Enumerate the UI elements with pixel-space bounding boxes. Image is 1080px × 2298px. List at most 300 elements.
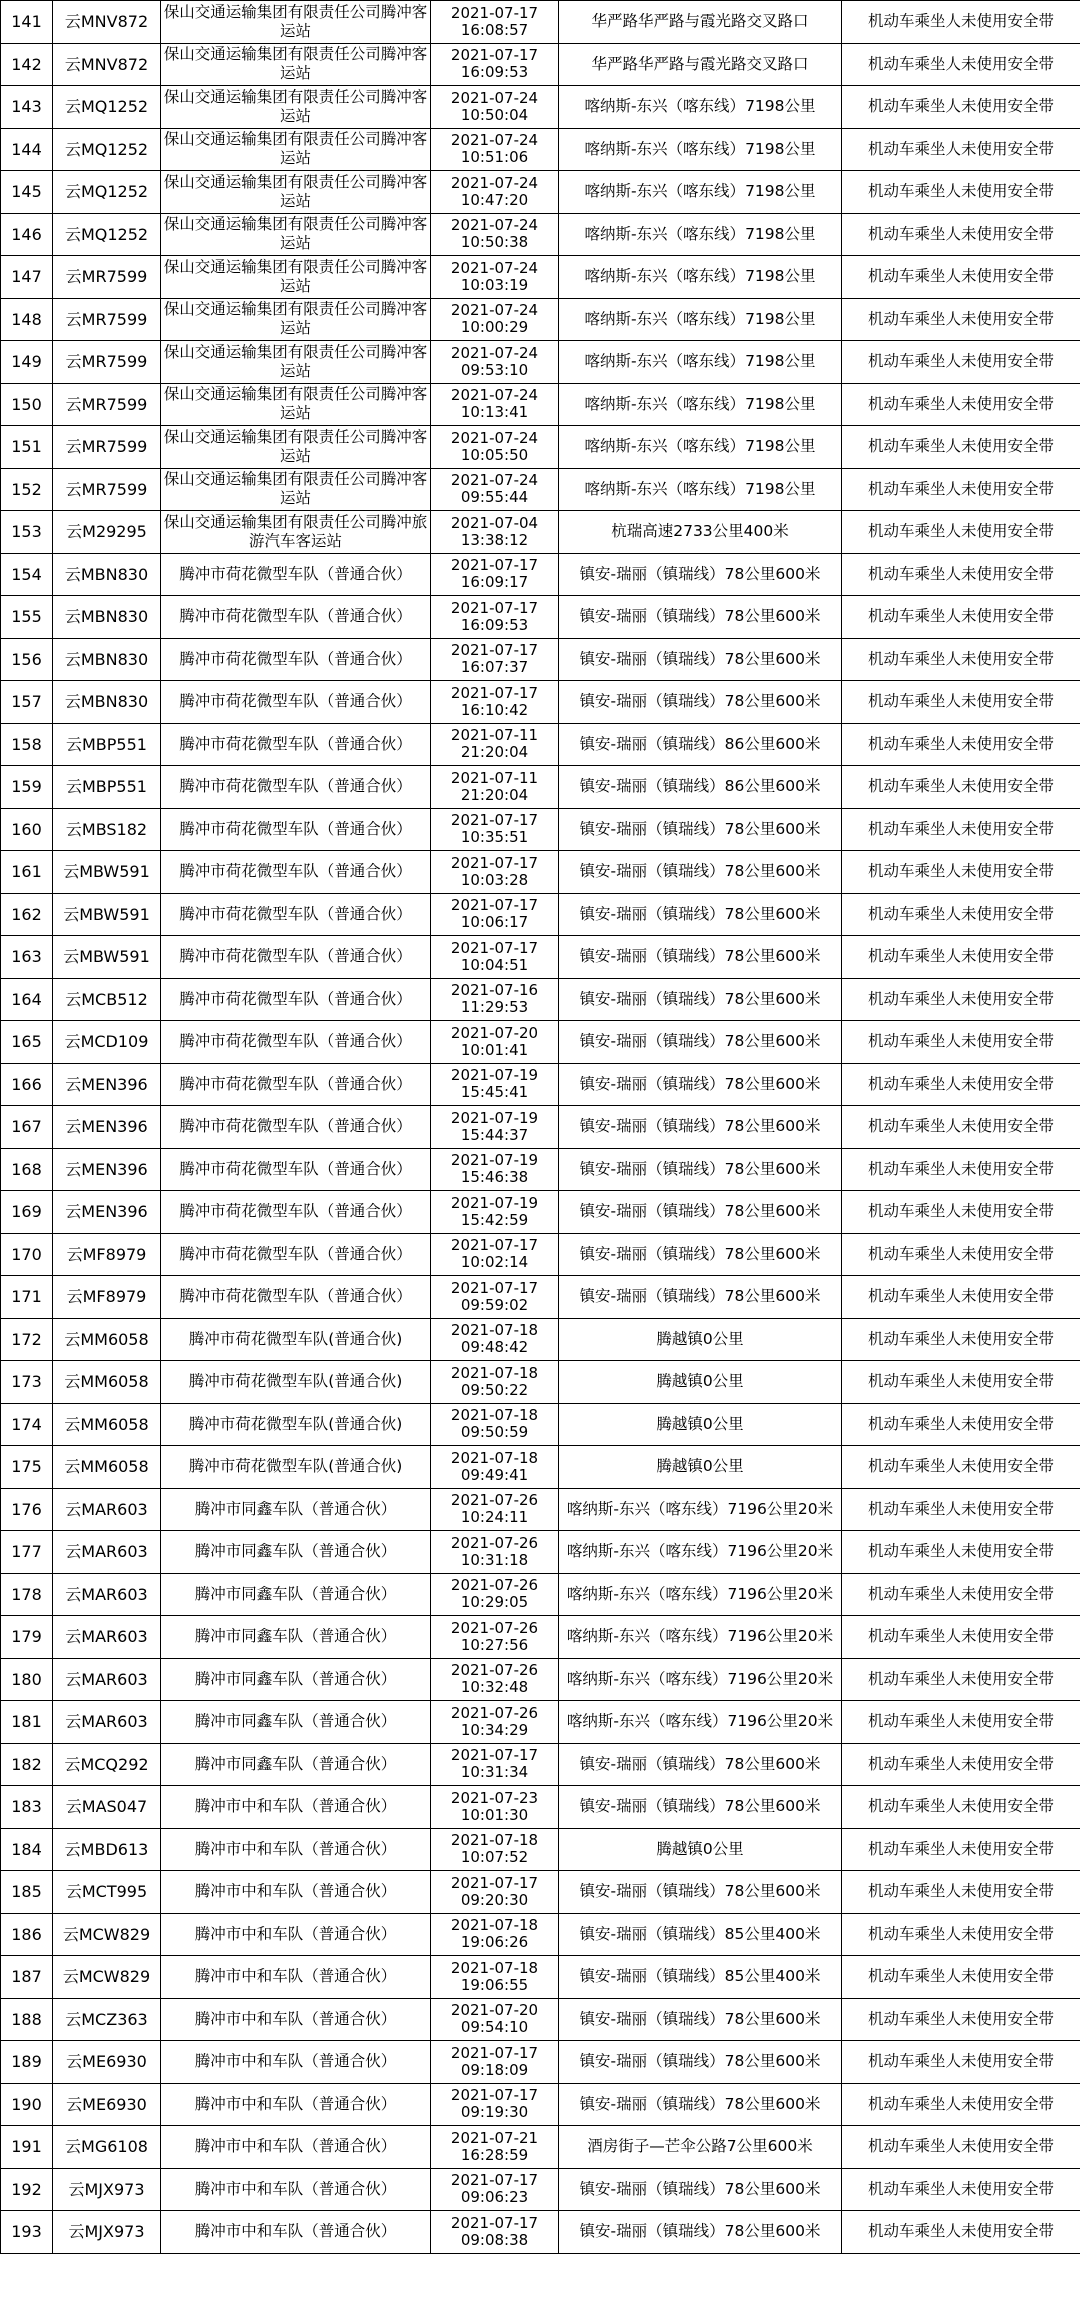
row-number: 162: [1, 893, 53, 936]
violation-time: 09:53:10: [460, 360, 529, 379]
violation-location: 镇安-瑞丽（镇瑞线）86公里600米: [559, 766, 842, 809]
plate-number: 云MF8979: [53, 1233, 161, 1276]
violation-time: 09:20:30: [460, 1890, 529, 1909]
row-number: 148: [1, 298, 53, 341]
row-number: 141: [1, 1, 53, 44]
plate-number: 云MAR603: [53, 1488, 161, 1531]
violation-datetime: [431, 2211, 559, 2254]
table-row: [1, 1, 1080, 44]
violation-date: 2021-07-19: [450, 1193, 539, 1212]
violation-date: 2021-07-17: [450, 853, 539, 872]
row-number: 144: [1, 128, 53, 171]
violation-time: 10:27:56: [460, 1635, 529, 1654]
violation-datetime: [431, 1743, 559, 1786]
row-number: 145: [1, 171, 53, 214]
company-name: 腾冲市荷花微型车队（普通合伙）: [161, 638, 431, 681]
violation-time: 16:28:59: [460, 2145, 529, 2164]
violation-type: 机动车乘坐人未使用安全带: [842, 1233, 1080, 1276]
violation-location: 镇安-瑞丽（镇瑞线）78公里600米: [559, 851, 842, 894]
row-number: 150: [1, 383, 53, 426]
violation-time: 10:13:41: [460, 403, 529, 422]
violation-date: 2021-07-17: [450, 598, 539, 617]
violation-type: 机动车乘坐人未使用安全带: [842, 1701, 1080, 1744]
plate-number: 云MNV872: [53, 1, 161, 44]
violation-datetime: [431, 638, 559, 681]
violation-type: 机动车乘坐人未使用安全带: [842, 43, 1080, 86]
violation-type: 机动车乘坐人未使用安全带: [842, 1318, 1080, 1361]
row-number: 178: [1, 1573, 53, 1616]
violation-datetime: [431, 1828, 559, 1871]
company-name: 腾冲市中和车队（普通合伙）: [161, 1998, 431, 2041]
violation-time: 13:38:12: [460, 530, 529, 549]
plate-number: 云MBW591: [53, 851, 161, 894]
violation-time: 10:24:11: [460, 1508, 529, 1527]
violation-time: 10:31:18: [460, 1550, 529, 1569]
violation-location: 腾越镇0公里: [559, 1446, 842, 1489]
violation-table-body: [1, 1, 1080, 2254]
violation-time: 21:20:04: [460, 743, 529, 762]
table-row: [1, 1148, 1080, 1191]
violation-time: 16:08:57: [460, 20, 529, 39]
table-row: [1, 681, 1080, 724]
violation-date: 2021-07-24: [450, 471, 539, 490]
company-name: 腾冲市荷花微型车队(普通合伙): [161, 1318, 431, 1361]
violation-type: 机动车乘坐人未使用安全带: [842, 936, 1080, 979]
violation-datetime: [431, 383, 559, 426]
violation-date: 2021-07-18: [450, 1916, 539, 1935]
violation-time: 10:51:06: [460, 148, 529, 167]
row-number: 187: [1, 1956, 53, 1999]
violation-location: 腾越镇0公里: [559, 1828, 842, 1871]
violation-date: 2021-07-17: [450, 641, 539, 660]
violation-location: 喀纳斯-东兴（喀东线）7196公里20米: [559, 1701, 842, 1744]
violation-datetime: [431, 723, 559, 766]
company-name: 保山交通运输集团有限责任公司腾冲旅游汽车客运站: [161, 511, 431, 554]
violation-datetime: [431, 1403, 559, 1446]
violation-location: 喀纳斯-东兴（喀东线）7196公里20米: [559, 1488, 842, 1531]
violation-time: 10:32:48: [460, 1678, 529, 1697]
violation-location: 镇安-瑞丽（镇瑞线）78公里600米: [559, 1871, 842, 1914]
violation-type: 机动车乘坐人未使用安全带: [842, 638, 1080, 681]
row-number: 193: [1, 2211, 53, 2254]
table-row: [1, 1403, 1080, 1446]
violation-datetime: [431, 298, 559, 341]
company-name: 腾冲市中和车队（普通合伙）: [161, 2168, 431, 2211]
violation-type: 机动车乘坐人未使用安全带: [842, 1063, 1080, 1106]
company-name: 腾冲市同鑫车队（普通合伙）: [161, 1488, 431, 1531]
plate-number: 云MCB512: [53, 978, 161, 1021]
violation-datetime: [431, 936, 559, 979]
company-name: 腾冲市荷花微型车队（普通合伙）: [161, 1106, 431, 1149]
company-name: 保山交通运输集团有限责任公司腾冲客运站: [161, 341, 431, 384]
violation-date: 2021-07-26: [450, 1491, 539, 1510]
violation-type: 机动车乘坐人未使用安全带: [842, 1743, 1080, 1786]
violation-type: 机动车乘坐人未使用安全带: [842, 1658, 1080, 1701]
company-name: 保山交通运输集团有限责任公司腾冲客运站: [161, 213, 431, 256]
company-name: 腾冲市同鑫车队（普通合伙）: [161, 1616, 431, 1659]
violation-date: 2021-07-24: [450, 258, 539, 277]
violation-date: 2021-07-17: [450, 2086, 539, 2105]
violation-type: 机动车乘坐人未使用安全带: [842, 1531, 1080, 1574]
table-row: [1, 128, 1080, 171]
table-row: [1, 2126, 1080, 2169]
violation-type: 机动车乘坐人未使用安全带: [842, 1, 1080, 44]
table-row: [1, 851, 1080, 894]
violation-location: 喀纳斯-东兴（喀东线）7198公里: [559, 213, 842, 256]
violation-type: 机动车乘坐人未使用安全带: [842, 383, 1080, 426]
table-row: [1, 511, 1080, 554]
violation-datetime: [431, 511, 559, 554]
table-row: [1, 553, 1080, 596]
company-name: 腾冲市同鑫车队（普通合伙）: [161, 1701, 431, 1744]
violation-datetime: [431, 43, 559, 86]
plate-number: 云MR7599: [53, 298, 161, 341]
violation-type: 机动车乘坐人未使用安全带: [842, 1998, 1080, 2041]
row-number: 181: [1, 1701, 53, 1744]
row-number: 156: [1, 638, 53, 681]
violation-type: 机动车乘坐人未使用安全带: [842, 468, 1080, 511]
plate-number: 云ME6930: [53, 2041, 161, 2084]
violation-location: 镇安-瑞丽（镇瑞线）78公里600米: [559, 596, 842, 639]
row-number: 180: [1, 1658, 53, 1701]
company-name: 腾冲市荷花微型车队(普通合伙): [161, 1446, 431, 1489]
violation-date: 2021-07-17: [450, 1873, 539, 1892]
violation-date: 2021-07-19: [450, 1151, 539, 1170]
violation-time: 09:55:44: [460, 488, 529, 507]
row-number: 177: [1, 1531, 53, 1574]
violation-type: 机动车乘坐人未使用安全带: [842, 978, 1080, 1021]
row-number: 170: [1, 1233, 53, 1276]
violation-date: 2021-07-24: [450, 131, 539, 150]
violation-type: 机动车乘坐人未使用安全带: [842, 1913, 1080, 1956]
table-row: [1, 256, 1080, 299]
row-number: 189: [1, 2041, 53, 2084]
violation-location: 镇安-瑞丽（镇瑞线）85公里400米: [559, 1956, 842, 1999]
company-name: 保山交通运输集团有限责任公司腾冲客运站: [161, 426, 431, 469]
violation-location: 镇安-瑞丽（镇瑞线）78公里600米: [559, 2041, 842, 2084]
company-name: 腾冲市中和车队（普通合伙）: [161, 2211, 431, 2254]
violation-datetime: [431, 766, 559, 809]
row-number: 172: [1, 1318, 53, 1361]
company-name: 腾冲市中和车队（普通合伙）: [161, 2126, 431, 2169]
violation-time: 10:00:29: [460, 318, 529, 337]
table-row: [1, 808, 1080, 851]
violation-datetime: [431, 1998, 559, 2041]
plate-number: 云MBP551: [53, 723, 161, 766]
company-name: 保山交通运输集团有限责任公司腾冲客运站: [161, 43, 431, 86]
violation-type: 机动车乘坐人未使用安全带: [842, 553, 1080, 596]
violation-datetime: [431, 1658, 559, 1701]
row-number: 143: [1, 86, 53, 129]
violation-date: 2021-07-23: [450, 1788, 539, 1807]
table-row: [1, 638, 1080, 681]
row-number: 192: [1, 2168, 53, 2211]
plate-number: 云MCZ363: [53, 1998, 161, 2041]
row-number: 171: [1, 1276, 53, 1319]
violation-datetime: [431, 1191, 559, 1234]
company-name: 腾冲市荷花微型车队(普通合伙): [161, 1403, 431, 1446]
violation-datetime: [431, 1531, 559, 1574]
table-row: [1, 1446, 1080, 1489]
violation-time: 10:05:50: [460, 445, 529, 464]
row-number: 146: [1, 213, 53, 256]
plate-number: 云MAR603: [53, 1573, 161, 1616]
violation-location: 喀纳斯-东兴（喀东线）7196公里20米: [559, 1573, 842, 1616]
plate-number: 云ME6930: [53, 2083, 161, 2126]
row-number: 159: [1, 766, 53, 809]
table-row: [1, 213, 1080, 256]
violation-datetime: [431, 1063, 559, 1106]
violation-time: 16:09:17: [460, 573, 529, 592]
violation-time: 10:03:19: [460, 275, 529, 294]
table-row: [1, 978, 1080, 1021]
violation-date: 2021-07-18: [450, 1363, 539, 1382]
violation-location: 镇安-瑞丽（镇瑞线）78公里600米: [559, 2168, 842, 2211]
violation-datetime: [431, 1701, 559, 1744]
row-number: 184: [1, 1828, 53, 1871]
violation-datetime: [431, 808, 559, 851]
row-number: 169: [1, 1191, 53, 1234]
violation-type: 机动车乘坐人未使用安全带: [842, 2126, 1080, 2169]
violation-time: 09:19:30: [460, 2103, 529, 2122]
table-row: [1, 1021, 1080, 1064]
company-name: 保山交通运输集团有限责任公司腾冲客运站: [161, 128, 431, 171]
table-row: [1, 1106, 1080, 1149]
violation-time: 09:18:09: [460, 2060, 529, 2079]
violation-datetime: [431, 553, 559, 596]
violation-time: 16:09:53: [460, 615, 529, 634]
violation-time: 21:20:04: [460, 785, 529, 804]
plate-number: 云MM6058: [53, 1446, 161, 1489]
violation-date: 2021-07-24: [450, 301, 539, 320]
company-name: 腾冲市荷花微型车队(普通合伙): [161, 1361, 431, 1404]
violation-time: 10:01:41: [460, 1040, 529, 1059]
violation-location: 华严路华严路与霞光路交叉路口: [559, 43, 842, 86]
violation-date: 2021-07-26: [450, 1533, 539, 1552]
violation-time: 10:31:34: [460, 1763, 529, 1782]
violation-type: 机动车乘坐人未使用安全带: [842, 1021, 1080, 1064]
violation-time: 19:06:26: [460, 1933, 529, 1952]
plate-number: 云MAR603: [53, 1531, 161, 1574]
plate-number: 云MG6108: [53, 2126, 161, 2169]
violation-date: 2021-07-17: [450, 1746, 539, 1765]
plate-number: 云MR7599: [53, 341, 161, 384]
row-number: 155: [1, 596, 53, 639]
company-name: 腾冲市中和车队（普通合伙）: [161, 2083, 431, 2126]
company-name: 保山交通运输集团有限责任公司腾冲客运站: [161, 171, 431, 214]
violation-type: 机动车乘坐人未使用安全带: [842, 2211, 1080, 2254]
plate-number: 云MEN396: [53, 1191, 161, 1234]
violation-location: 镇安-瑞丽（镇瑞线）78公里600米: [559, 1233, 842, 1276]
table-row: [1, 2211, 1080, 2254]
violation-time: 09:50:22: [460, 1380, 529, 1399]
row-number: 147: [1, 256, 53, 299]
violation-datetime: [431, 1148, 559, 1191]
company-name: 腾冲市中和车队（普通合伙）: [161, 1956, 431, 1999]
violation-time: 10:02:14: [460, 1253, 529, 1272]
company-name: 保山交通运输集团有限责任公司腾冲客运站: [161, 298, 431, 341]
violation-date: 2021-07-17: [450, 938, 539, 957]
company-name: 腾冲市同鑫车队（普通合伙）: [161, 1573, 431, 1616]
plate-number: 云MEN396: [53, 1106, 161, 1149]
violation-date: 2021-07-16: [450, 981, 539, 1000]
violation-date: 2021-07-17: [450, 896, 539, 915]
row-number: 168: [1, 1148, 53, 1191]
row-number: 161: [1, 851, 53, 894]
table-row: [1, 1871, 1080, 1914]
table-row: [1, 1913, 1080, 1956]
violation-date: 2021-07-17: [450, 811, 539, 830]
violation-type: 机动车乘坐人未使用安全带: [842, 2041, 1080, 2084]
violation-datetime: [431, 681, 559, 724]
violation-time: 10:34:29: [460, 1720, 529, 1739]
company-name: 保山交通运输集团有限责任公司腾冲客运站: [161, 383, 431, 426]
violation-type: 机动车乘坐人未使用安全带: [842, 298, 1080, 341]
plate-number: 云MR7599: [53, 383, 161, 426]
plate-number: 云MBP551: [53, 766, 161, 809]
violation-datetime: [431, 256, 559, 299]
violation-datetime: [431, 1446, 559, 1489]
violation-location: 镇安-瑞丽（镇瑞线）78公里600米: [559, 1021, 842, 1064]
violation-datetime: [431, 1361, 559, 1404]
table-row: [1, 893, 1080, 936]
violation-location: 喀纳斯-东兴（喀东线）7198公里: [559, 86, 842, 129]
table-row: [1, 1233, 1080, 1276]
row-number: 149: [1, 341, 53, 384]
violation-datetime: [431, 851, 559, 894]
plate-number: 云MBN830: [53, 681, 161, 724]
violation-time: 09:59:02: [460, 1295, 529, 1314]
violation-date: 2021-07-24: [450, 386, 539, 405]
company-name: 腾冲市荷花微型车队（普通合伙）: [161, 553, 431, 596]
table-row: [1, 43, 1080, 86]
violation-type: 机动车乘坐人未使用安全带: [842, 341, 1080, 384]
company-name: 腾冲市荷花微型车队（普通合伙）: [161, 978, 431, 1021]
plate-number: 云MJX973: [53, 2168, 161, 2211]
company-name: 腾冲市荷花微型车队（普通合伙）: [161, 766, 431, 809]
violation-type: 机动车乘坐人未使用安全带: [842, 1191, 1080, 1234]
violation-location: 酒房街子—芒伞公路7公里600米: [559, 2126, 842, 2169]
plate-number: 云MQ1252: [53, 86, 161, 129]
row-number: 151: [1, 426, 53, 469]
violation-datetime: [431, 1318, 559, 1361]
violation-date: 2021-07-19: [450, 1108, 539, 1127]
violation-date: 2021-07-18: [450, 1831, 539, 1850]
violation-datetime: [431, 128, 559, 171]
violation-location: 喀纳斯-东兴（喀东线）7198公里: [559, 341, 842, 384]
company-name: 腾冲市荷花微型车队（普通合伙）: [161, 1191, 431, 1234]
violation-type: 机动车乘坐人未使用安全带: [842, 851, 1080, 894]
violation-location: 喀纳斯-东兴（喀东线）7196公里20米: [559, 1616, 842, 1659]
table-row: [1, 2168, 1080, 2211]
table-row: [1, 1531, 1080, 1574]
violation-location: 镇安-瑞丽（镇瑞线）78公里600米: [559, 1148, 842, 1191]
row-number: 176: [1, 1488, 53, 1531]
table-row: [1, 2041, 1080, 2084]
violation-date: 2021-07-18: [450, 1406, 539, 1425]
table-row: [1, 1616, 1080, 1659]
violation-type: 机动车乘坐人未使用安全带: [842, 1956, 1080, 1999]
plate-number: 云MCT995: [53, 1871, 161, 1914]
row-number: 185: [1, 1871, 53, 1914]
company-name: 保山交通运输集团有限责任公司腾冲客运站: [161, 256, 431, 299]
violation-location: 喀纳斯-东兴（喀东线）7198公里: [559, 468, 842, 511]
table-row: [1, 298, 1080, 341]
violation-time: 09:50:59: [460, 1423, 529, 1442]
row-number: 154: [1, 553, 53, 596]
violation-date: 2021-07-17: [450, 2213, 539, 2232]
violation-location: 腾越镇0公里: [559, 1361, 842, 1404]
row-number: 174: [1, 1403, 53, 1446]
violation-datetime: [431, 1, 559, 44]
violation-location: 镇安-瑞丽（镇瑞线）78公里600米: [559, 936, 842, 979]
violation-location: 镇安-瑞丽（镇瑞线）78公里600米: [559, 553, 842, 596]
row-number: 182: [1, 1743, 53, 1786]
violation-time: 15:42:59: [460, 1210, 529, 1229]
table-row: [1, 1743, 1080, 1786]
violation-date: 2021-07-17: [450, 556, 539, 575]
violation-time: 10:01:30: [460, 1805, 529, 1824]
violation-datetime: [431, 2126, 559, 2169]
violation-type: 机动车乘坐人未使用安全带: [842, 596, 1080, 639]
table-row: [1, 1318, 1080, 1361]
violation-datetime: [431, 1913, 559, 1956]
violation-location: 腾越镇0公里: [559, 1403, 842, 1446]
company-name: 腾冲市荷花微型车队（普通合伙）: [161, 851, 431, 894]
violation-type: 机动车乘坐人未使用安全带: [842, 511, 1080, 554]
violation-time: 10:50:38: [460, 233, 529, 252]
violation-type: 机动车乘坐人未使用安全带: [842, 723, 1080, 766]
table-row: [1, 1828, 1080, 1871]
violation-location: 镇安-瑞丽（镇瑞线）78公里600米: [559, 893, 842, 936]
table-row: [1, 341, 1080, 384]
plate-number: 云MBN830: [53, 553, 161, 596]
violation-datetime: [431, 1021, 559, 1064]
violation-datetime: [431, 1573, 559, 1616]
row-number: 152: [1, 468, 53, 511]
violation-datetime: [431, 2168, 559, 2211]
violation-time: 09:49:41: [460, 1465, 529, 1484]
violation-type: 机动车乘坐人未使用安全带: [842, 1276, 1080, 1319]
plate-number: 云MBD613: [53, 1828, 161, 1871]
violation-datetime: [431, 86, 559, 129]
violation-location: 镇安-瑞丽（镇瑞线）78公里600米: [559, 1063, 842, 1106]
plate-number: 云M29295: [53, 511, 161, 554]
violation-time: 10:04:51: [460, 955, 529, 974]
row-number: 179: [1, 1616, 53, 1659]
violation-time: 15:46:38: [460, 1168, 529, 1187]
plate-number: 云MM6058: [53, 1403, 161, 1446]
row-number: 153: [1, 511, 53, 554]
plate-number: 云MBW591: [53, 936, 161, 979]
violation-date: 2021-07-04: [450, 513, 539, 532]
table-row: [1, 723, 1080, 766]
company-name: 腾冲市同鑫车队（普通合伙）: [161, 1743, 431, 1786]
violation-time: 16:07:37: [460, 658, 529, 677]
violation-location: 喀纳斯-东兴（喀东线）7198公里: [559, 383, 842, 426]
violation-date: 2021-07-18: [450, 1321, 539, 1340]
violation-type: 机动车乘坐人未使用安全带: [842, 1148, 1080, 1191]
company-name: 腾冲市中和车队（普通合伙）: [161, 1871, 431, 1914]
row-number: 166: [1, 1063, 53, 1106]
plate-number: 云MEN396: [53, 1063, 161, 1106]
violation-date: 2021-07-17: [450, 46, 539, 65]
plate-number: 云MM6058: [53, 1318, 161, 1361]
violation-location: 喀纳斯-东兴（喀东线）7198公里: [559, 256, 842, 299]
violation-location: 喀纳斯-东兴（喀东线）7198公里: [559, 298, 842, 341]
violation-type: 机动车乘坐人未使用安全带: [842, 1616, 1080, 1659]
plate-number: 云MCW829: [53, 1956, 161, 1999]
